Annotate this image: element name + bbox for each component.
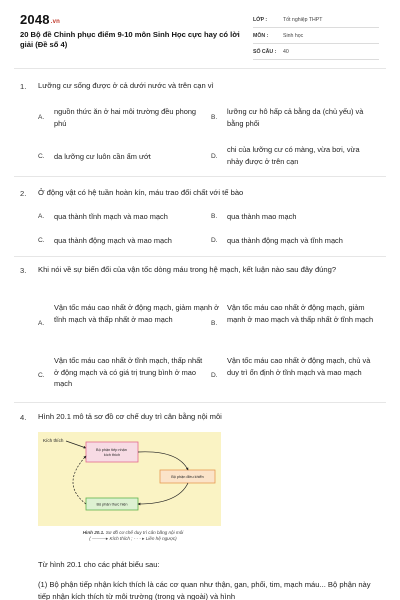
document-meta	[253, 12, 379, 60]
statement-1: (1) Bộ phận tiếp nhận kích thích là các cơ quan như thận, gan, phổi, tim, mạch máu... Bộ phận này tiếp nhận kích thích từ môi trường (trong và ngoài) và hình	[38, 580, 371, 600]
meta-row-subject	[253, 28, 379, 44]
question-2-option-a-letter[interactable]: A.	[38, 213, 45, 220]
meta-value: 40	[283, 49, 289, 55]
caption-title: Hình 20.1.	[82, 530, 105, 535]
question-2-option-c[interactable]: qua thành động mạch và mao mạch	[54, 236, 172, 245]
question-3-option-c-letter[interactable]: C.	[38, 372, 45, 379]
diagram-receptor-box	[86, 442, 138, 462]
question-1-text: Lưỡng cư sống được ở cả dưới nước và trên cạn vì	[38, 81, 214, 90]
question-divider	[14, 176, 386, 177]
question-3-option-b[interactable]: Vận tốc máu cao nhất ở động mạch, giảm mạnh ở mao mạch và thấp nhất ở tĩnh mạch	[227, 303, 374, 324]
meta-value: Sinh học	[283, 33, 304, 39]
question-divider	[14, 256, 386, 257]
statements-intro: Từ hình 20.1 cho các phát biểu sau:	[38, 560, 160, 569]
question-2-option-b-letter[interactable]: B.	[211, 213, 218, 220]
question-2-option-a[interactable]: qua thành tĩnh mạch và mao mạch	[54, 212, 168, 221]
site-logo[interactable]	[20, 12, 60, 27]
diagram-controller-label: Bộ phận điều khiển	[171, 475, 204, 479]
question-divider	[14, 68, 386, 69]
question-divider	[14, 402, 386, 403]
question-1-option-c[interactable]: da lưỡng cư luôn cần ẩm ướt	[54, 152, 151, 161]
logo-main-text: 2048	[20, 12, 50, 27]
homeostasis-diagram	[38, 432, 221, 526]
logo-domain-text: .vn	[50, 19, 61, 25]
question-4-text: Hình 20.1 mô tả sơ đồ cơ chế duy trì cân bằng nội môi	[38, 412, 222, 421]
diagram-caption	[58, 530, 208, 543]
question-1-option-b[interactable]: lưỡng cư hô hấp cả bằng da (chủ yếu) và bằng phổi	[227, 107, 364, 128]
document-header	[0, 0, 400, 64]
question-2-option-c-letter[interactable]: C.	[38, 237, 45, 244]
diagram-receptor-line: Bộ phận tiếp nhận	[96, 448, 127, 452]
question-2-text: Ở động vật có hệ tuần hoàn kín, máu trao đổi chất với tế bào	[38, 188, 244, 197]
question-3-text: Khi nói về sự biến đổi của vận tốc dòng máu trong hệ mạch, kết luận nào sau đây đúng?	[38, 265, 337, 274]
diagram-effector-label: Bộ phận thực hiện	[96, 502, 128, 507]
question-2-number: 2.	[20, 189, 27, 198]
question-1-option-c-letter[interactable]: C.	[38, 153, 45, 160]
diagram-receptor-line: kích thích	[103, 453, 121, 457]
meta-row-count	[253, 44, 379, 60]
question-1-option-a-letter[interactable]: A.	[38, 114, 45, 121]
question-3-option-b-letter[interactable]: B.	[211, 320, 218, 327]
question-3-option-a-letter[interactable]: A.	[38, 320, 45, 327]
question-3-option-c[interactable]: Vận tốc máu cao nhất ở tĩnh mạch, thấp nhất ở động mạch và có giá trị trung bình ở mao mạch	[54, 356, 203, 388]
meta-label: SỐ CÂU :	[253, 49, 277, 55]
question-1-option-d-letter[interactable]: D.	[211, 153, 218, 160]
question-3-number: 3.	[20, 266, 27, 275]
question-1-option-a[interactable]: nguồn thức ăn ở hai môi trường đều phong phú	[54, 107, 197, 128]
question-3-option-d-letter[interactable]: D.	[211, 372, 218, 379]
question-2-option-d[interactable]: qua thành động mạch và tĩnh mạch	[227, 236, 343, 245]
question-2-option-b[interactable]: qua thành mao mạch	[227, 212, 297, 221]
question-1-option-b-letter[interactable]: B.	[211, 114, 218, 121]
meta-row-class	[253, 12, 379, 28]
question-4-number: 4.	[20, 413, 27, 422]
question-3-option-a[interactable]: Vận tốc máu cao nhất ở động mạch, giảm mạnh ở tĩnh mạch và thấp nhất ở mao mạch	[54, 303, 219, 324]
diagram-stimulus-label: Kích thích	[43, 438, 64, 443]
document-title: 20 Bộ đề Chinh phục điểm 9-10 môn Sinh Học cực hay có lời giải (Đề số 4)	[20, 30, 240, 49]
caption-text: Sơ đồ cơ chế duy trì cân bằng nội môi	[105, 530, 184, 535]
question-1-option-d[interactable]: chi của lưỡng cư có màng, vừa bơi, vừa nhảy được ở trên cạn	[227, 145, 360, 166]
meta-value: Tốt nghiệp THPT	[283, 17, 323, 23]
meta-label: LỚP :	[253, 17, 268, 23]
meta-label: MÔN :	[253, 33, 269, 39]
question-1-number: 1.	[20, 82, 27, 91]
question-2-option-d-letter[interactable]: D.	[211, 237, 218, 244]
caption-legend: ( ———▸ Kích thích ; - - - ▸ Liên hệ ngược)	[89, 536, 177, 542]
question-3-option-d[interactable]: Vận tốc máu cao nhất ở động mạch, chủ và duy trì ổn định ở tĩnh mạch và mao mạch	[227, 356, 371, 377]
